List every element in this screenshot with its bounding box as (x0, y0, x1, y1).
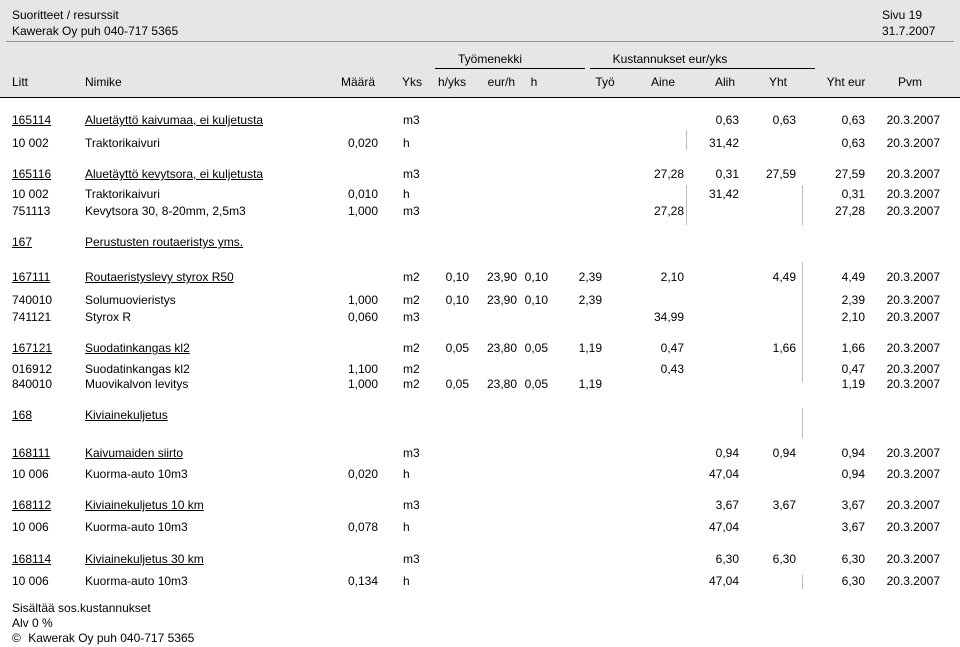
cell-unit: m3 (403, 552, 420, 566)
cell-pvm: 20.3.2007 (886, 136, 940, 150)
column-separator (686, 130, 687, 150)
cell-h: 0,05 (524, 377, 548, 391)
cell-alih: 0,63 (715, 113, 739, 127)
footer-social-costs: Sisältää sos.kustannukset (12, 601, 151, 615)
cell-pvm: 20.3.2007 (886, 362, 940, 376)
cell-eurh: 23,80 (486, 377, 517, 391)
cell-yhteur: 1,19 (841, 377, 865, 391)
cell-alih: 6,30 (715, 552, 739, 566)
column-header: Työ (595, 75, 615, 89)
cell-unit: m2 (403, 293, 420, 307)
cell-hyks: 0,10 (445, 270, 469, 284)
cell-yhteur: 0,94 (841, 467, 865, 481)
cell-yhteur: 0,47 (841, 362, 865, 376)
cell-aine: 0,43 (660, 362, 684, 376)
cell-unit: m3 (403, 498, 420, 512)
cell-code: 751113 (12, 204, 51, 218)
cell-pvm: 20.3.2007 (886, 204, 940, 218)
cell-pvm: 20.3.2007 (886, 520, 940, 534)
group-labour-line (435, 68, 585, 69)
cell-name: Kuorma-auto 10m3 (85, 467, 188, 481)
cell-qty: 0,020 (347, 467, 378, 481)
cell-pvm: 20.3.2007 (886, 293, 940, 307)
cell-pvm: 20.3.2007 (886, 498, 940, 512)
column-separator (802, 185, 803, 225)
cell-qty: 0,060 (347, 310, 378, 324)
cell-code: 168 (12, 408, 33, 422)
cell-name: Kuorma-auto 10m3 (85, 520, 188, 534)
cell-alih: 31,42 (708, 187, 739, 201)
footer-vat: Alv 0 % (12, 616, 53, 630)
cell-aine: 34,99 (653, 310, 684, 324)
cell-qty: 0,020 (347, 136, 378, 150)
cell-pvm: 20.3.2007 (886, 113, 940, 127)
cell-name: Suodatinkangas kl2 (85, 341, 190, 355)
cell-code: 10 002 (12, 187, 49, 201)
cell-code: 10 006 (12, 467, 49, 481)
column-header: Määrä (340, 75, 375, 89)
cell-aine: 0,47 (660, 341, 684, 355)
cell-hyks: 0,10 (445, 293, 469, 307)
cell-name: Traktorikaivuri (85, 187, 160, 201)
cell-name: Kiviainekuljetus 30 km (85, 552, 204, 566)
cell-h: 0,10 (524, 270, 548, 284)
group-costs-line (590, 68, 815, 69)
cell-yhteur: 2,39 (841, 293, 865, 307)
column-header: eur/h (487, 75, 515, 89)
cell-yhteur: 3,67 (841, 520, 865, 534)
cell-yht: 0,63 (772, 113, 796, 127)
cell-pvm: 20.3.2007 (886, 377, 940, 391)
cell-h: 0,10 (524, 293, 548, 307)
group-labour: Työmenekki (457, 52, 523, 66)
cell-yhteur: 6,30 (841, 574, 865, 588)
cell-qty: 1,100 (347, 362, 378, 376)
column-header: Litt (12, 75, 29, 89)
header-rule (6, 41, 954, 42)
column-header: Aine (650, 75, 676, 89)
column-header: Yks (401, 75, 422, 89)
column-separator (802, 408, 803, 438)
cell-tyo: 1,19 (578, 341, 602, 355)
column-header: Pvm (898, 75, 922, 89)
cell-hyks: 0,05 (445, 377, 469, 391)
cell-alih: 0,31 (715, 167, 739, 181)
report-title: Suoritteet / resurssit (12, 8, 119, 22)
cell-alih: 31,42 (708, 136, 739, 150)
cell-tyo: 2,39 (578, 293, 602, 307)
cell-name: Solumuovieristys (85, 293, 176, 307)
cell-unit: m2 (403, 341, 420, 355)
cell-eurh: 23,90 (486, 293, 517, 307)
cell-pvm: 20.3.2007 (886, 310, 940, 324)
cell-code: 741121 (12, 310, 52, 324)
column-header: Alih (714, 75, 735, 89)
cell-qty: 1,000 (347, 204, 378, 218)
cell-code: 168111 (12, 446, 51, 460)
report-date: 31.7.2007 (882, 24, 936, 38)
cell-name: Kevytsora 30, 8-20mm, 2,5m3 (85, 204, 246, 218)
cell-alih: 47,04 (708, 467, 739, 481)
cell-unit: m2 (403, 270, 420, 284)
cell-aine: 2,10 (660, 270, 684, 284)
group-costs: Kustannukset eur/yks (612, 52, 728, 66)
cell-name: Suodatinkangas kl2 (85, 362, 190, 376)
cell-unit: h (403, 467, 410, 481)
cell-name: Routaeristyslevy styrox R50 (85, 270, 234, 284)
cell-unit: h (403, 136, 410, 150)
cell-code: 168114 (12, 552, 52, 566)
cell-name: Kiviainekuljetus (85, 408, 168, 422)
cell-unit: m3 (403, 446, 420, 460)
cell-yhteur: 2,10 (841, 310, 865, 324)
cell-pvm: 20.3.2007 (886, 167, 940, 181)
cell-yht: 3,67 (772, 498, 796, 512)
cell-code: 10 002 (12, 136, 49, 150)
cell-pvm: 20.3.2007 (886, 270, 940, 284)
cell-yhteur: 0,31 (841, 187, 865, 201)
cell-code: 10 006 (12, 520, 49, 534)
page-number: Sivu 19 (882, 8, 923, 22)
cell-yhteur: 27,59 (834, 167, 865, 181)
cell-name: Muovikalvon levitys (85, 377, 189, 391)
cell-yhteur: 4,49 (841, 270, 865, 284)
cell-qty: 1,000 (347, 293, 378, 307)
cell-name: Aluetäyttö kaivumaa, ei kuljetusta (85, 113, 264, 127)
cell-yht: 27,59 (765, 167, 796, 181)
column-separator (802, 262, 803, 382)
cell-unit: h (403, 187, 410, 201)
cell-yhteur: 0,94 (841, 446, 865, 460)
cell-unit: h (403, 574, 410, 588)
cell-alih: 3,67 (715, 498, 739, 512)
cell-alih: 47,04 (708, 574, 739, 588)
column-header: Nimike (85, 75, 122, 89)
cell-yhteur: 1,66 (841, 341, 865, 355)
cell-hyks: 0,05 (445, 341, 469, 355)
cell-eurh: 23,80 (486, 341, 517, 355)
cell-pvm: 20.3.2007 (886, 446, 940, 460)
cell-code: 168112 (12, 498, 52, 512)
cell-pvm: 20.3.2007 (886, 574, 940, 588)
column-header: h/yks (437, 75, 466, 89)
cell-code: 165116 (12, 167, 52, 181)
cell-qty: 1,000 (347, 377, 378, 391)
cell-code: 165114 (12, 113, 52, 127)
column-separator (802, 575, 803, 589)
cell-code: 016912 (12, 362, 53, 376)
cell-yht: 6,30 (772, 552, 796, 566)
cell-unit: m2 (403, 377, 420, 391)
cell-yhteur: 6,30 (841, 552, 865, 566)
cell-yhteur: 27,28 (834, 204, 865, 218)
header-bottom-rule (0, 97, 960, 98)
cell-name: Traktorikaivuri (85, 136, 160, 150)
cell-code: 167 (12, 235, 33, 249)
column-header: h (530, 75, 538, 89)
cell-unit: h (403, 520, 410, 534)
cell-name: Kuorma-auto 10m3 (85, 574, 188, 588)
footer-copyright-text: Kawerak Oy puh 040-717 5365 (28, 631, 195, 645)
cell-name: Perustusten routaeristys yms. (85, 235, 244, 249)
cell-yhteur: 3,67 (841, 498, 865, 512)
cell-code: 740010 (12, 293, 53, 307)
cell-name: Kiviainekuljetus 10 km (85, 498, 204, 512)
cell-pvm: 20.3.2007 (886, 552, 940, 566)
cell-h: 0,05 (524, 341, 548, 355)
cell-name: Kaivumaiden siirto (85, 446, 184, 460)
cell-code: 167111 (12, 270, 51, 284)
cell-yht: 1,66 (772, 341, 796, 355)
company-info: Kawerak Oy puh 040-717 5365 (12, 24, 179, 38)
cell-unit: m3 (403, 167, 420, 181)
cell-code: 10 006 (12, 574, 49, 588)
cell-yht: 4,49 (772, 270, 796, 284)
report-header (0, 0, 960, 97)
cell-alih: 0,94 (715, 446, 739, 460)
cell-tyo: 1,19 (578, 377, 602, 391)
cell-aine: 27,28 (653, 204, 684, 218)
cell-eurh: 23,90 (486, 270, 517, 284)
copyright-icon: © (12, 631, 21, 645)
cell-code: 840010 (12, 377, 53, 391)
cell-code: 167121 (12, 341, 53, 355)
cell-yhteur: 0,63 (841, 136, 865, 150)
cell-pvm: 20.3.2007 (886, 187, 940, 201)
column-header: Yht (768, 75, 787, 89)
cell-qty: 0,134 (347, 574, 378, 588)
cell-pvm: 20.3.2007 (886, 467, 940, 481)
column-header: Yht eur (826, 75, 866, 89)
cell-pvm: 20.3.2007 (886, 341, 940, 355)
cell-alih: 47,04 (708, 520, 739, 534)
cell-name: Styrox R (85, 310, 132, 324)
cell-qty: 0,010 (347, 187, 378, 201)
column-separator (686, 185, 687, 225)
cell-qty: 0,078 (347, 520, 378, 534)
cell-unit: m3 (403, 204, 420, 218)
cell-aine: 27,28 (653, 167, 684, 181)
cell-yhteur: 0,63 (841, 113, 865, 127)
cell-tyo: 2,39 (578, 270, 602, 284)
cell-name: Aluetäyttö kevytsora, ei kuljetusta (85, 167, 264, 181)
cell-unit: m3 (403, 310, 420, 324)
cell-unit: m2 (403, 362, 420, 376)
footer-copyright (12, 631, 194, 645)
cell-unit: m3 (403, 113, 420, 127)
cell-yht: 0,94 (772, 446, 796, 460)
